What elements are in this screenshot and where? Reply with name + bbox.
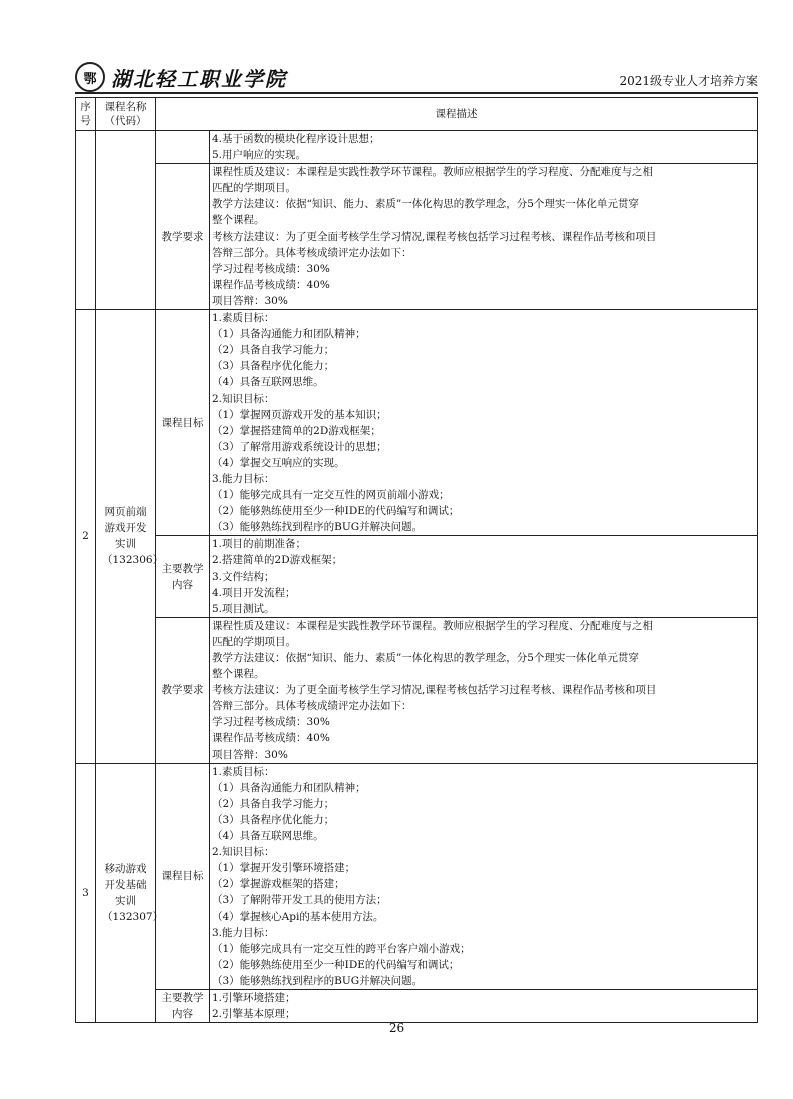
description-line: 1.素质目标： — [212, 312, 275, 325]
row-number: 3 — [76, 763, 96, 1023]
course-table — [75, 97, 758, 1023]
description-line: （4）具备互联网思维。 — [212, 830, 324, 843]
description-line: （1）掌握网页游戏开发的基本知识； — [212, 408, 387, 421]
description-line: （3）能够熟练找到程序的BUG并解决问题。 — [212, 974, 423, 987]
description-line: 2.引擎基本原理； — [212, 1008, 296, 1021]
description-line: （2）掌握游戏框架的搭建； — [212, 878, 345, 891]
table-row — [76, 310, 758, 536]
description-line: （2）能够熟练使用至少一种IDE的代码编写和调试； — [212, 505, 460, 518]
description-line: 4.基于函数的模块化程序设计思想； — [212, 133, 380, 145]
description-line: （1）能够完成具有一定交互性的网页前端小游戏； — [212, 489, 450, 502]
school-logo — [75, 62, 287, 92]
table-body — [76, 131, 758, 1023]
block-type: 课程目标 — [156, 763, 210, 989]
description-line: 项目答辩：30% — [212, 294, 288, 307]
description-line: 1.项目的前期准备； — [212, 538, 307, 551]
block-description — [210, 989, 758, 1022]
table-row — [76, 164, 758, 310]
description-line: （2）具备自我学习能力； — [212, 797, 335, 810]
description-line: （1）能够完成具有一定交互性的跨平台客户端小游戏； — [212, 942, 471, 955]
row-number: 2 — [76, 310, 96, 764]
table-row — [76, 617, 758, 763]
description-line: 4.项目开发流程； — [212, 586, 296, 599]
course-name: 移动游戏开发基础实训（132307） — [96, 763, 156, 1023]
school-seal-icon: 鄂 — [75, 62, 105, 92]
table-row — [76, 763, 758, 989]
table-row — [76, 131, 758, 164]
description-line: 课程性质及建议：本课程是实践性教学环节课程。教师应根据学生的学习程度、分配难度与之相 — [212, 619, 653, 632]
description-line: 项目答辩：30% — [212, 748, 288, 761]
description-line: 课程作品考核成绩：40% — [212, 732, 330, 745]
description-line: 教学方法建议：依据“知识、能力、素质”一体化构思的教学理念，分5个理实一体化单元贯穿 — [212, 652, 639, 664]
header-course-name: 课程名称（代码） — [96, 98, 156, 131]
block-description — [210, 536, 758, 617]
block-type: 教学要求 — [156, 164, 210, 310]
description-line: （1）具备沟通能力和团队精神； — [212, 328, 366, 341]
description-line: 教学方法建议：依据“知识、能力、素质”一体化构思的教学理念，分5个理实一体化单元贯穿 — [212, 198, 639, 211]
description-line: 3.文件结构； — [212, 570, 275, 583]
table-header-row — [76, 98, 758, 131]
description-line: （4）掌握核心Api的基本使用方法。 — [212, 910, 384, 923]
school-name: 湖北轻工职业学院 — [111, 66, 287, 91]
description-line: 1.素质目标： — [212, 765, 275, 778]
description-line: 2.知识目标： — [212, 846, 275, 859]
description-line: （3）具备程序优化能力； — [212, 813, 335, 826]
header-no: 序号 — [76, 98, 96, 131]
description-line: 匹配的学期项目。 — [212, 635, 296, 648]
header-course-desc: 课程描述 — [156, 98, 758, 131]
description-line: （2）掌握搭建简单的2D游戏框架； — [212, 424, 381, 437]
description-line: （1）具备沟通能力和团队精神； — [212, 781, 366, 794]
description-line: （2）能够熟练使用至少一种IDE的代码编写和调试； — [212, 958, 460, 971]
block-type: 课程目标 — [156, 310, 210, 536]
description-line: 1.引擎环境搭建； — [212, 991, 296, 1004]
block-type: 教学要求 — [156, 617, 210, 763]
description-line: 考核方法建议：为了更全面考核学生学习情况,课程考核包括学习过程考核、课程作品考核和项目 — [212, 230, 657, 243]
description-line: 2.知识目标： — [212, 392, 275, 405]
description-line: 5.项目测试。 — [212, 602, 275, 615]
table-row — [76, 536, 758, 617]
plan-title: 2021级专业人才培养方案 — [619, 74, 758, 88]
description-line: （1）掌握开发引擎环境搭建； — [212, 862, 356, 875]
block-description — [210, 164, 758, 310]
description-line: 学习过程考核成绩：30% — [212, 262, 330, 275]
description-line: 整个课程。 — [212, 214, 265, 227]
description-line: （2）具备自我学习能力； — [212, 344, 335, 357]
description-line: 考核方法建议：为了更全面考核学生学习情况,课程考核包括学习过程考核、课程作品考核和项目 — [212, 684, 657, 697]
block-type: 主要教学内容 — [156, 989, 210, 1022]
course-name — [96, 131, 156, 310]
description-line: 3.能力目标： — [212, 926, 275, 939]
block-description — [210, 763, 758, 989]
block-type — [156, 131, 210, 164]
block-description — [210, 131, 758, 164]
description-line: 课程作品考核成绩：40% — [212, 278, 330, 291]
description-line: （4）掌握交互响应的实现。 — [212, 456, 345, 469]
description-line: 5.用户响应的实现。 — [212, 149, 307, 162]
description-line: 匹配的学期项目。 — [212, 182, 296, 195]
description-line: （4）具备互联网思维。 — [212, 376, 324, 389]
row-number — [76, 131, 96, 310]
description-line: 答辩三部分。具体考核成绩评定办法如下： — [212, 246, 412, 259]
course-name: 网页前端游戏开发实训（132306） — [96, 310, 156, 764]
block-description — [210, 617, 758, 763]
description-line: （3）能够熟练找到程序的BUG并解决问题。 — [212, 521, 423, 534]
description-line: 3.能力目标： — [212, 472, 275, 485]
block-description — [210, 310, 758, 536]
description-line: （3）了解常用游戏系统设计的思想； — [212, 440, 387, 453]
block-type: 主要教学内容 — [156, 536, 210, 617]
description-line: （3）了解附带开发工具的使用方法； — [212, 894, 387, 907]
page-number: 26 — [388, 1021, 405, 1035]
description-line: 学习过程考核成绩：30% — [212, 716, 330, 729]
description-line: 课程性质及建议：本课程是实践性教学环节课程。教师应根据学生的学习程度、分配难度与之相 — [212, 166, 653, 179]
page-header — [75, 62, 758, 94]
description-line: 整个课程。 — [212, 668, 265, 681]
description-line: 2.搭建简单的2D游戏框架； — [212, 554, 343, 567]
table-row — [76, 989, 758, 1022]
description-line: 答辩三部分。具体考核成绩评定办法如下： — [212, 700, 412, 713]
description-line: （3）具备程序优化能力； — [212, 360, 335, 373]
